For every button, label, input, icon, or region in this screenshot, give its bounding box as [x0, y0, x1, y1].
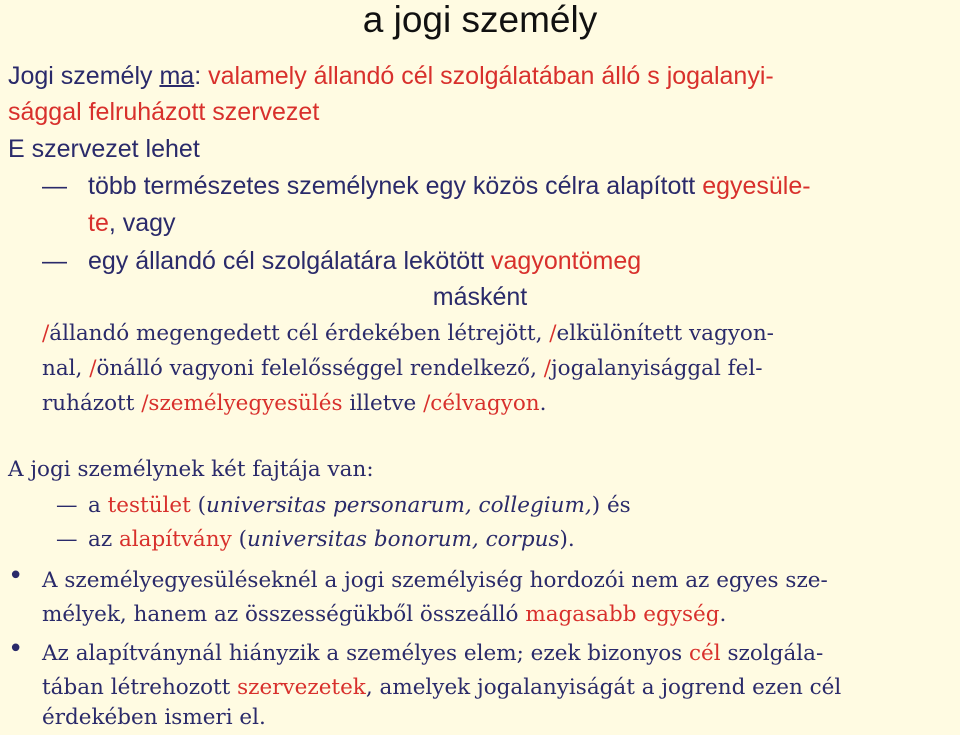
ma-link[interactable]: ma: [159, 62, 195, 90]
organization-can-be: E szervezet lehet: [8, 135, 200, 163]
definition-line-1: Jogi személy ma: valamely állandó cél szolgálatában álló s jogalanyi-: [8, 62, 774, 90]
kind-corporation: a testület (universitas personarum, collegium,) és: [88, 493, 631, 518]
slide-title: a jogi személy: [362, 0, 598, 40]
bullet-icon: •: [8, 634, 24, 664]
alt-line-2: nal, /önálló vagyoni felelősséggel rendelkező, /jogalanyisággal fel-: [42, 356, 763, 381]
dash-icon: [56, 522, 78, 557]
option-1-line-1: több természetes személynek egy közös célra alapított egyesüle-: [88, 172, 811, 200]
alt-line-1: /állandó megengedett cél érdekében létrejött, /elkülönített vagyon-: [42, 321, 774, 346]
otherwise-label: másként: [432, 283, 528, 311]
bullet-1-line-2: mélyek, hanem az összességükből összeálló magasabb egység.: [42, 602, 727, 627]
option-1-line-2: te, vagy: [88, 209, 176, 237]
dash-icon: [56, 488, 78, 523]
bullet-2-line-2: tában létrehozott szervezetek, amelyek jogalanyiságát a jogrend ezen cél: [42, 675, 842, 700]
option-2-line: egy állandó cél szolgálatára lekötött vagyontömeg: [88, 247, 642, 275]
alt-line-3: ruházott /személyegyesülés illetve /célvagyon.: [42, 391, 547, 416]
definition-line-2: sággal felruházott szervezet: [8, 98, 320, 126]
bullet-2-line-3: érdekében ismeri el.: [42, 705, 266, 730]
bullet-2-line-1: Az alapítványnál hiányzik a személyes elem; ezek bizonyos cél szolgála-: [42, 641, 824, 666]
dash-icon: [42, 243, 67, 279]
dash-icon: [42, 168, 67, 204]
kinds-intro: A jogi személynek két fajtája van:: [8, 457, 374, 482]
bullet-1-line-1: A személyegyesüléseknél a jogi személyiség hordozói nem az egyes sze-: [42, 568, 828, 593]
bullet-icon: •: [8, 561, 24, 591]
kind-foundation: az alapítvány (universitas bonorum, corpus).: [88, 527, 575, 552]
